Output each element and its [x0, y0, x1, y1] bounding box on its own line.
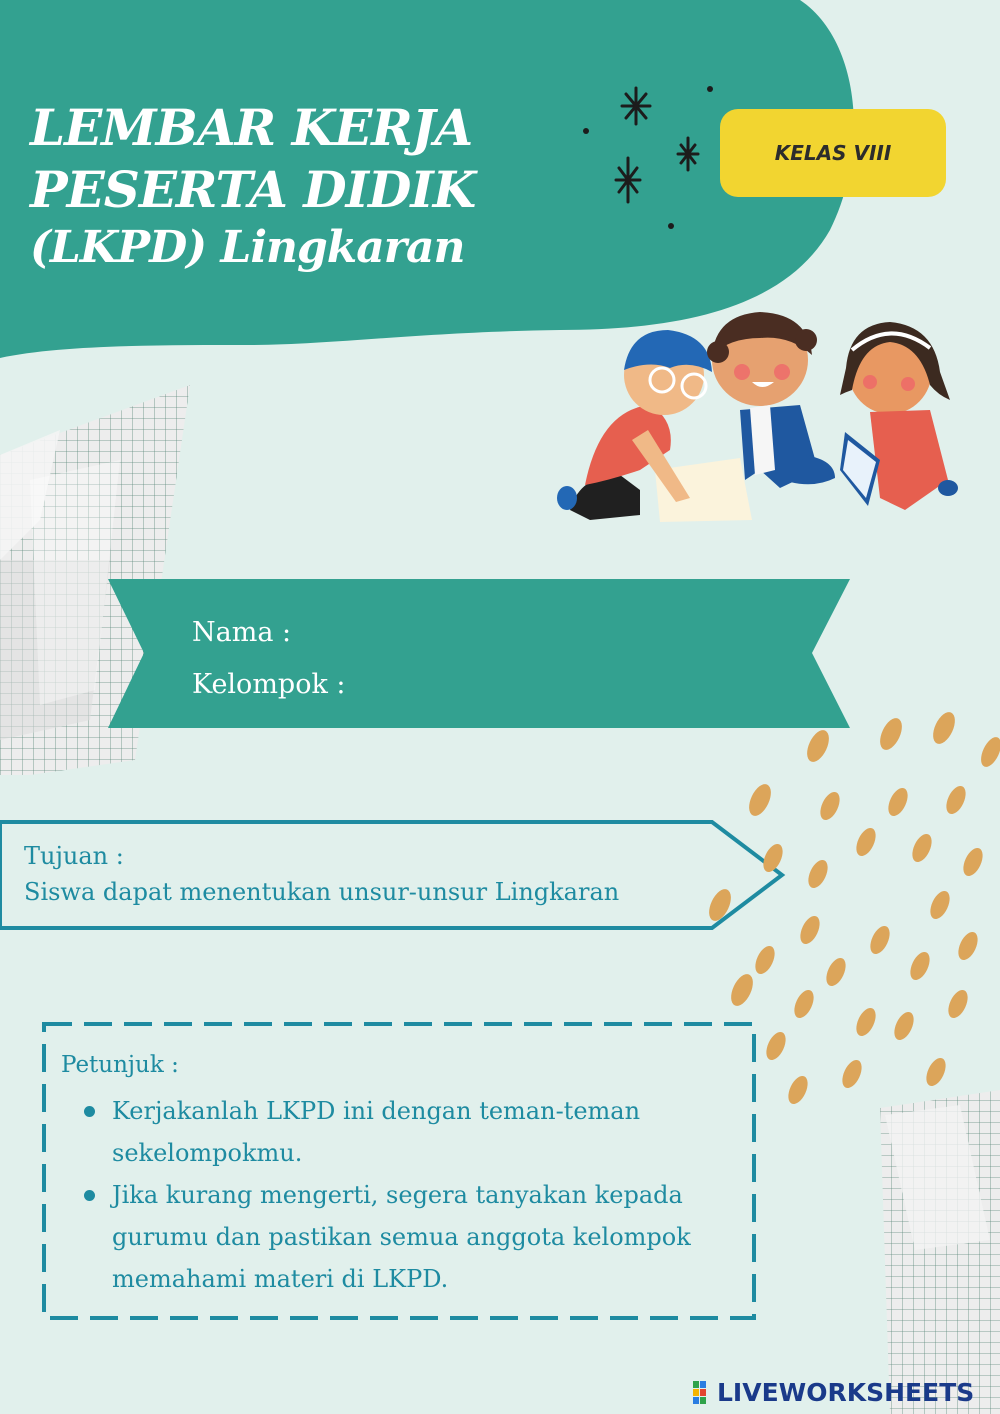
- brand-logo[interactable]: [693, 1374, 974, 1410]
- instructions-box: [42, 1022, 754, 1318]
- name-label: Nama :: [192, 617, 292, 648]
- class-badge: KELAS VIII: [720, 109, 946, 197]
- liveworksheets-logo-icon: [693, 1379, 715, 1405]
- title-line-1: LEMBAR KERJA: [30, 98, 473, 157]
- children-illustration: [557, 312, 958, 522]
- title-line-2: PESERTA DIDIK: [30, 160, 476, 219]
- goal-label: Tujuan :: [24, 842, 124, 870]
- instruction-item: Kerjakanlah LKPD ini dengan teman-teman sekelompokmu.: [80, 1090, 700, 1174]
- instructions-title: Petunjuk :: [61, 1052, 179, 1078]
- grid-paper-right: [880, 1090, 1000, 1414]
- group-label: Kelompok :: [192, 669, 346, 700]
- instruction-item: Jika kurang mengerti, segera tanyakan kepada gurumu dan pastikan semua anggota kelompok memahami materi di LKPD.: [80, 1174, 700, 1300]
- title-line-3: (LKPD) Lingkaran: [30, 222, 465, 273]
- form-banner: [108, 579, 850, 728]
- goal-arrow: [0, 822, 782, 928]
- instructions-list: [80, 1090, 700, 1300]
- goal-text: Siswa dapat menentukan unsur-unsur Lingkaran: [24, 878, 620, 906]
- brand-name: LIVEWORKSHEETS: [717, 1377, 975, 1407]
